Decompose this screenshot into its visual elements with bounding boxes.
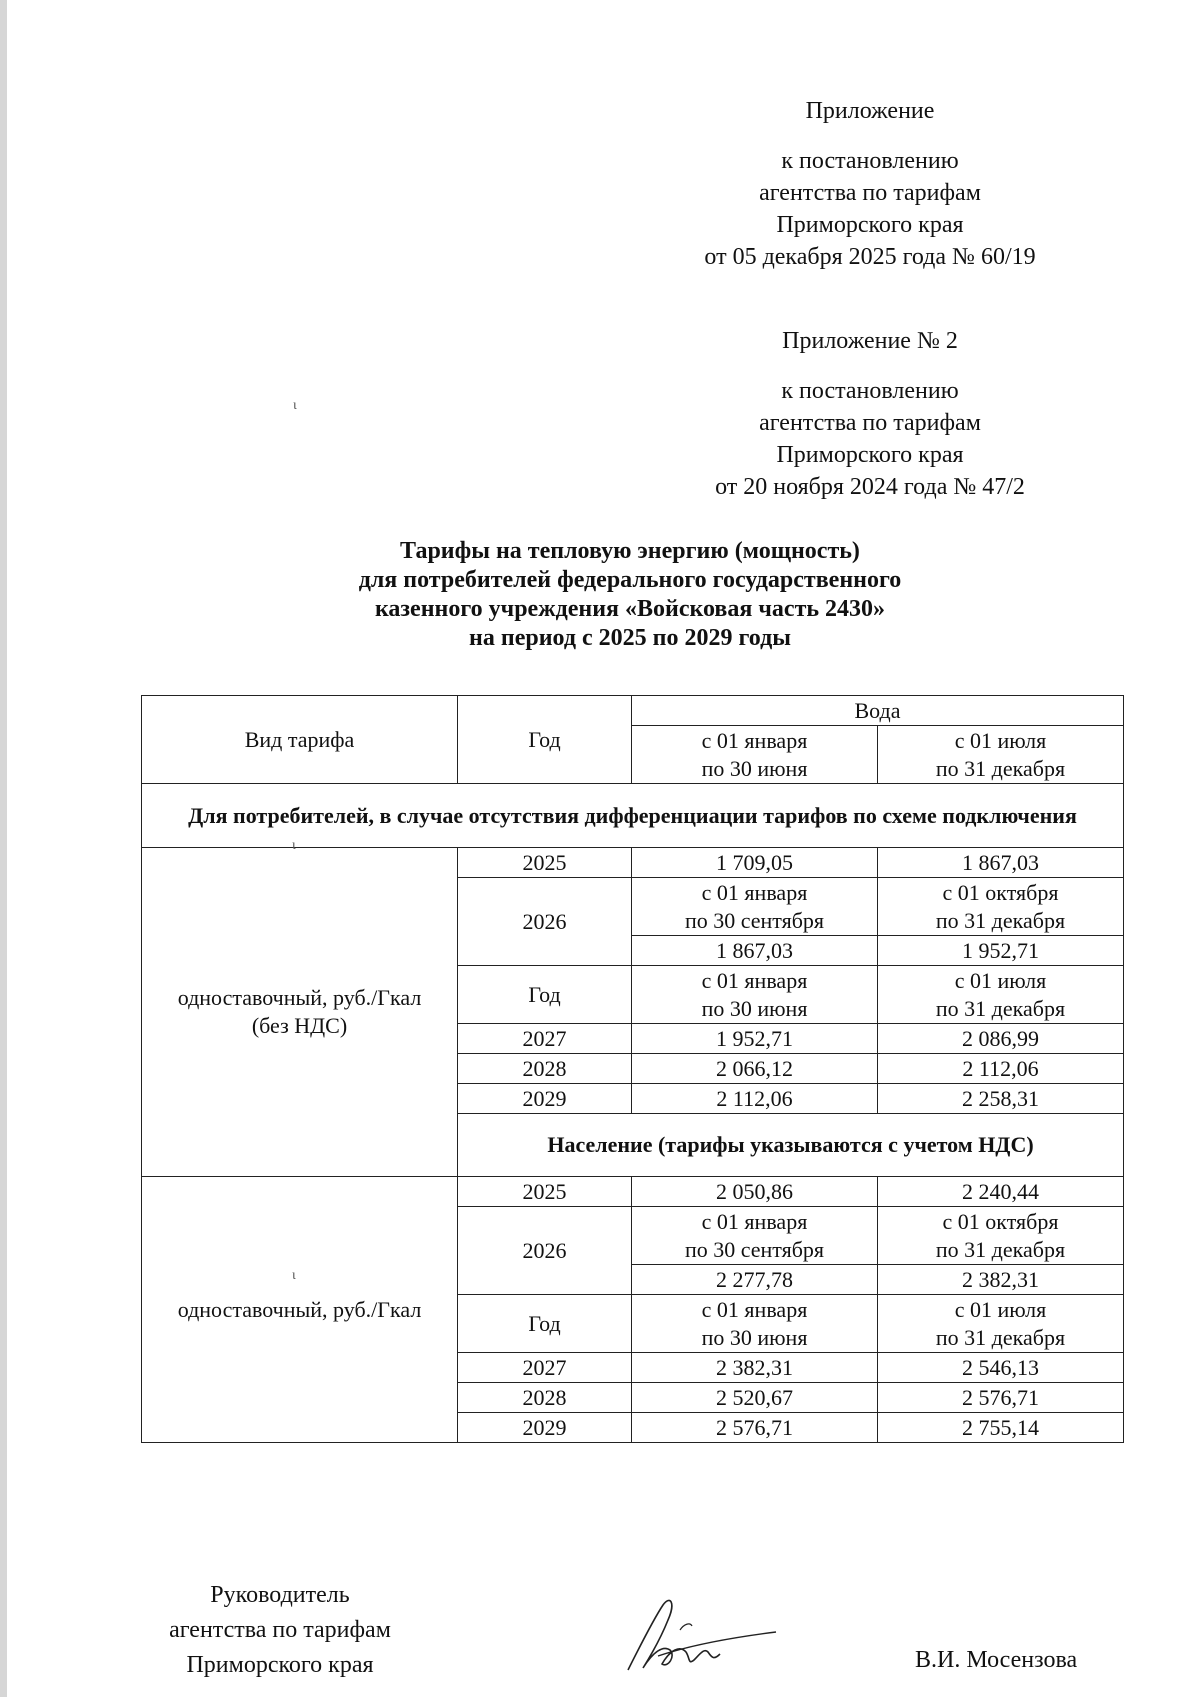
period-cell: с 01 июля по 31 декабря xyxy=(878,966,1124,1024)
header-tariff-type: Вид тарифа xyxy=(142,696,458,784)
document-title xyxy=(0,537,1200,653)
tariff-label: одноставочный, руб./Гкал xyxy=(142,1177,458,1443)
section-title: Для потребителей, в случае отсутствия дифференциации тарифов по схеме подключения xyxy=(142,784,1124,848)
table-header-row xyxy=(142,696,1124,726)
value-cell: 1 867,03 xyxy=(878,848,1124,878)
value-cell: 2 066,12 xyxy=(632,1054,878,1084)
appendix-line: агентства по тарифам xyxy=(759,180,981,206)
subheader-year: Год xyxy=(458,966,632,1024)
value-cell: 2 240,44 xyxy=(878,1177,1124,1207)
title-line: казенного учреждения «Войсковая часть 2430» xyxy=(374,596,886,622)
period-cell: с 01 января по 30 сентября xyxy=(632,878,878,936)
table-row xyxy=(142,1177,1124,1207)
signature-line: Приморского края xyxy=(186,1652,374,1678)
appendix-heading: Приложение xyxy=(805,98,935,124)
period-cell: с 01 июля по 31 декабря xyxy=(878,1295,1124,1353)
value-cell: 2 277,78 xyxy=(632,1265,878,1295)
header-water: Вода xyxy=(632,696,1124,726)
year-cell: 2029 xyxy=(458,1084,632,1114)
title-line: Тарифы на тепловую энергию (мощность) xyxy=(400,538,860,564)
year-cell: 2028 xyxy=(458,1383,632,1413)
appendix-line: к постановлению xyxy=(781,378,959,404)
appendix-line: к постановлению xyxy=(781,148,959,174)
period-cell: с 01 января по 30 июня xyxy=(632,1295,878,1353)
value-cell: 1 952,71 xyxy=(878,936,1124,966)
appendix-line: от 20 ноября 2024 года № 47/2 xyxy=(715,474,1025,500)
period-cell: с 01 октября по 31 декабря xyxy=(878,1207,1124,1265)
signature-block xyxy=(140,1578,420,1683)
value-cell: 2 576,71 xyxy=(632,1413,878,1443)
appendix-original xyxy=(640,325,1100,503)
value-cell: 2 546,13 xyxy=(878,1353,1124,1383)
title-line: на период с 2025 по 2029 годы xyxy=(469,625,791,651)
year-cell: 2025 xyxy=(458,1177,632,1207)
scan-mark: ι xyxy=(292,1268,296,1283)
year-cell: 2027 xyxy=(458,1353,632,1383)
table-row xyxy=(142,848,1124,878)
value-cell: 1 709,05 xyxy=(632,848,878,878)
value-cell: 2 112,06 xyxy=(878,1054,1124,1084)
appendix-line: от 05 декабря 2025 года № 60/19 xyxy=(704,244,1036,270)
value-cell: 2 382,31 xyxy=(878,1265,1124,1295)
appendix-heading: Приложение № 2 xyxy=(782,328,958,354)
year-cell: 2026 xyxy=(458,1207,632,1295)
handwritten-signature-icon xyxy=(618,1590,778,1680)
title-line: для потребителей федерального государственного xyxy=(358,567,902,593)
value-cell: 1 867,03 xyxy=(632,936,878,966)
value-cell: 1 952,71 xyxy=(632,1024,878,1054)
value-cell: 2 382,31 xyxy=(632,1353,878,1383)
header-period-1: с 01 января по 30 июня xyxy=(632,726,878,784)
signature-line: агентства по тарифам xyxy=(169,1617,391,1643)
header-year: Год xyxy=(458,696,632,784)
period-cell: с 01 января по 30 сентября xyxy=(632,1207,878,1265)
section-title-row xyxy=(142,784,1124,848)
scan-mark: ι xyxy=(292,838,296,853)
header-period-2: с 01 июля по 31 декабря xyxy=(878,726,1124,784)
tariff-label: одноставочный, руб./Гкал (без НДС) xyxy=(142,848,458,1177)
year-cell: 2026 xyxy=(458,878,632,966)
tariff-table xyxy=(141,695,1124,1443)
scan-mark: ι xyxy=(293,398,297,413)
scan-left-edge xyxy=(0,0,7,1697)
value-cell: 2 576,71 xyxy=(878,1383,1124,1413)
value-cell: 2 086,99 xyxy=(878,1024,1124,1054)
value-cell: 2 112,06 xyxy=(632,1084,878,1114)
subheader-year: Год xyxy=(458,1295,632,1353)
appendix-line: Приморского края xyxy=(776,442,964,468)
value-cell: 2 755,14 xyxy=(878,1413,1124,1443)
year-cell: 2027 xyxy=(458,1024,632,1054)
year-cell: 2025 xyxy=(458,848,632,878)
signature-line: Руководитель xyxy=(210,1582,350,1608)
period-cell: с 01 января по 30 июня xyxy=(632,966,878,1024)
year-cell: 2029 xyxy=(458,1413,632,1443)
value-cell: 2 050,86 xyxy=(632,1177,878,1207)
appendix-current xyxy=(640,95,1100,273)
year-cell: 2028 xyxy=(458,1054,632,1084)
section-title: Население (тарифы указываются с учетом НДС) xyxy=(458,1114,1124,1177)
value-cell: 2 258,31 xyxy=(878,1084,1124,1114)
appendix-line: Приморского края xyxy=(776,212,964,238)
value-cell: 2 520,67 xyxy=(632,1383,878,1413)
signer-name: В.И. Мосензова xyxy=(915,1647,1078,1673)
period-cell: с 01 октября по 31 декабря xyxy=(878,878,1124,936)
appendix-line: агентства по тарифам xyxy=(759,410,981,436)
